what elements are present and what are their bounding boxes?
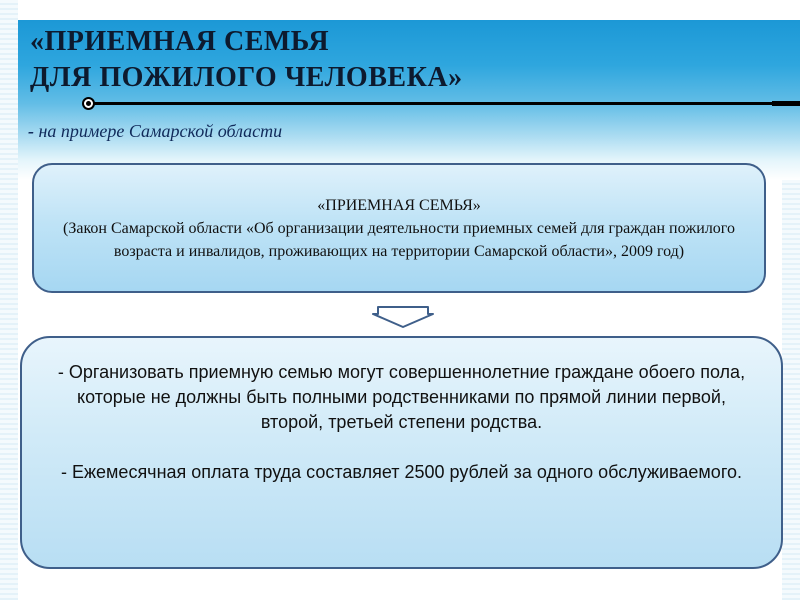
title-line-2: ДЛЯ ПОЖИЛОГО ЧЕЛОВЕКА» bbox=[30, 62, 463, 93]
law-box-text: (Закон Самарской области «Об организации деятельности приемных семей для граждан пожилого возраста и инвалидов, проживающих на территории Самарской области», 2009 год) bbox=[63, 219, 735, 260]
left-decorative-strip bbox=[0, 0, 18, 600]
slide-title bbox=[30, 24, 463, 96]
title-underline-tail bbox=[772, 101, 800, 106]
conditions-box bbox=[20, 336, 783, 569]
circle-dot-icon bbox=[82, 97, 95, 110]
condition-paragraph-eligibility: - Организовать приемную семью могут совершеннолетние граждане обоего пола, которые не должны быть полными родственниками по прямой линии первой, второй, третьей степени родства. bbox=[57, 362, 746, 432]
subtitle-dash: - bbox=[28, 121, 34, 141]
title-underline bbox=[90, 102, 800, 105]
slide-subtitle bbox=[28, 121, 282, 142]
title-line-1: «ПРИЕМНАЯ СЕМЬЯ bbox=[30, 26, 330, 57]
right-decorative-strip bbox=[782, 180, 800, 600]
law-box-heading: «ПРИЕМНАЯ СЕМЬЯ» bbox=[317, 196, 481, 214]
down-arrow-outline-icon bbox=[372, 306, 434, 328]
condition-paragraph-payment: - Ежемесячная оплата труда составляет 2500 рублей за одного обслуживаемого. bbox=[61, 462, 742, 482]
subtitle-text: на примере Самарской области bbox=[38, 121, 283, 141]
law-definition-box bbox=[32, 163, 766, 293]
